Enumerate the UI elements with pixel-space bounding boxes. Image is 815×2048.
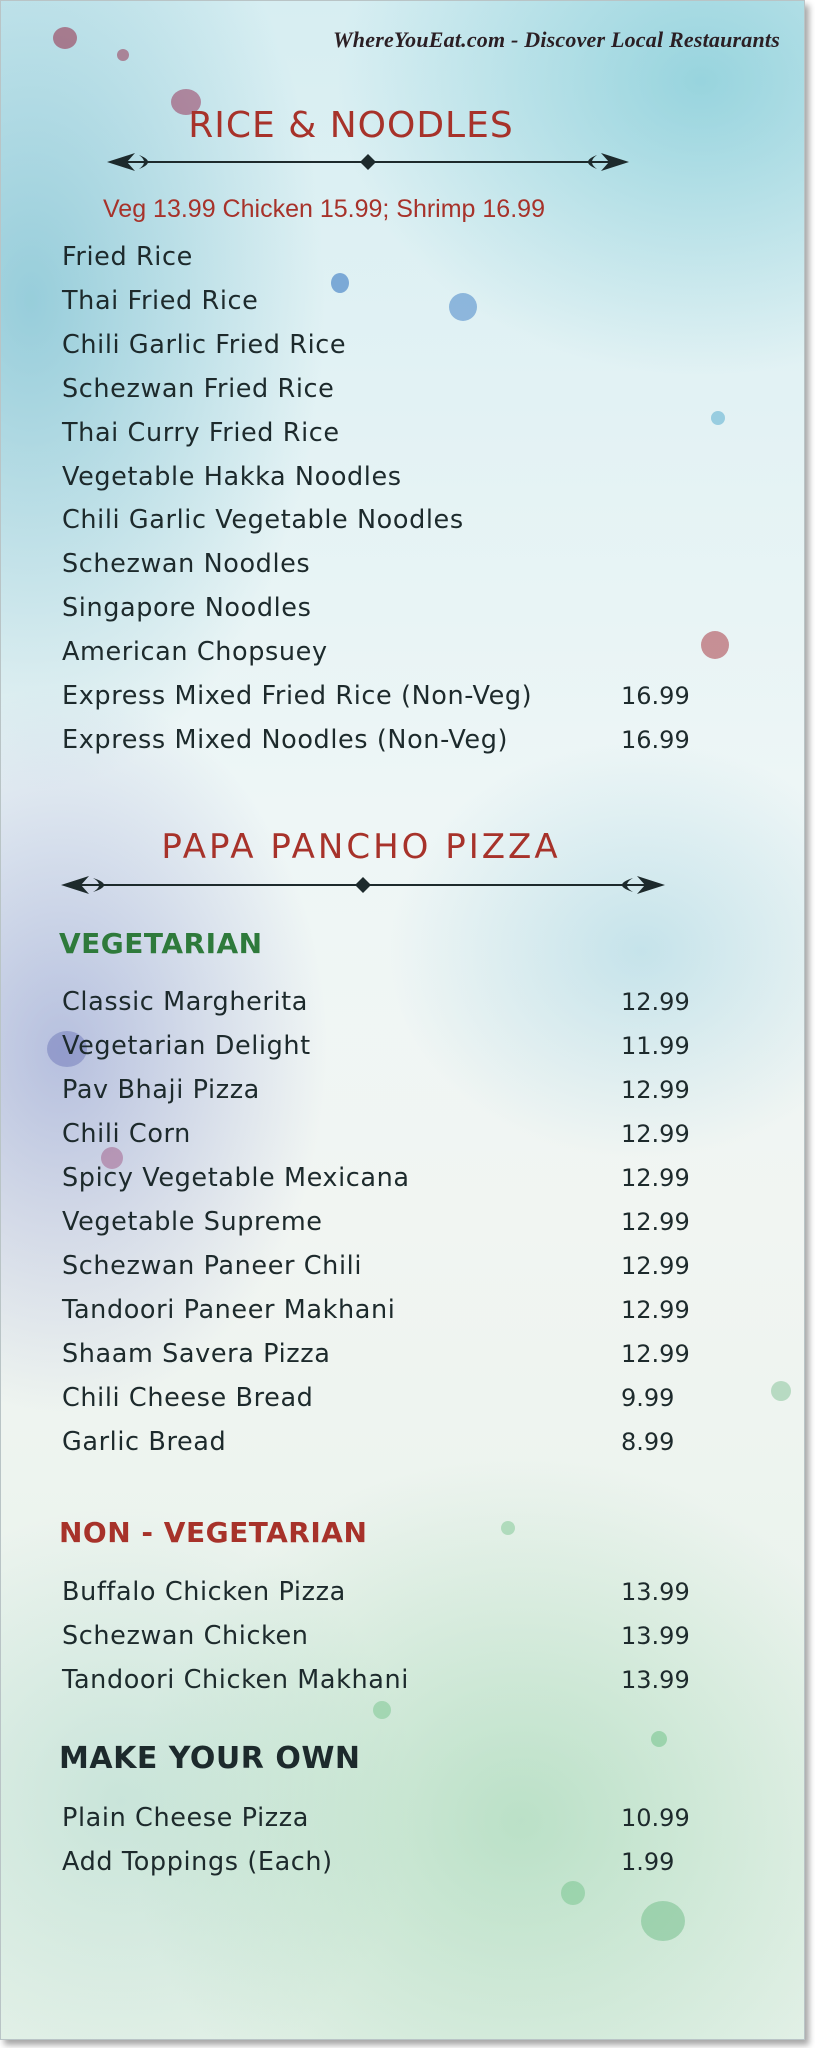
menu-item-name: Spicy Vegetable Mexicana <box>62 1163 410 1193</box>
menu-item-name: Express Mixed Fried Rice (Non-Veg) <box>62 681 533 711</box>
category-make-your-own: MAKE YOUR OWN <box>59 1741 361 1776</box>
menu-item-name: Shaam Savera Pizza <box>62 1339 331 1369</box>
paint-splatter <box>711 411 725 425</box>
menu-item-price: 12.99 <box>621 1076 690 1104</box>
menu-item-name: Schezwan Chicken <box>62 1621 309 1651</box>
ornamental-divider <box>105 149 631 175</box>
menu-item-price: 11.99 <box>621 1032 690 1060</box>
category-vegetarian: VEGETARIAN <box>59 927 263 960</box>
menu-item-name: Fried Rice <box>62 242 193 272</box>
menu-item-price: 9.99 <box>621 1384 675 1412</box>
menu-item-price: 10.99 <box>621 1804 690 1832</box>
section-title-pizza: PAPA PANCHO PIZZA <box>161 827 561 867</box>
menu-item-name: Garlic Bread <box>62 1427 227 1457</box>
paint-splatter <box>53 27 77 49</box>
menu-item-name: Chili Garlic Fried Rice <box>62 330 347 360</box>
menu-item-name: American Chopsuey <box>62 637 328 667</box>
menu-item-name: Express Mixed Noodles (Non-Veg) <box>62 725 509 755</box>
menu-item-price: 13.99 <box>621 1578 690 1606</box>
paint-splatter <box>373 1701 391 1719</box>
menu-item-name: Thai Curry Fried Rice <box>62 418 340 448</box>
menu-item-name: Tandoori Paneer Makhani <box>62 1295 396 1325</box>
menu-item-name: Singapore Noodles <box>62 593 312 623</box>
menu-item-name: Schezwan Noodles <box>62 549 311 579</box>
menu-item-price: 12.99 <box>621 1296 690 1324</box>
menu-item-name: Tandoori Chicken Makhani <box>62 1665 409 1695</box>
menu-item-price: 12.99 <box>621 1120 690 1148</box>
menu-item-price: 1.99 <box>621 1848 675 1876</box>
menu-item-name: Schezwan Fried Rice <box>62 374 335 404</box>
menu-item-name: Thai Fried Rice <box>62 286 259 316</box>
menu-item-name: Chili Corn <box>62 1119 191 1149</box>
menu-item-name: Chili Cheese Bread <box>62 1383 314 1413</box>
menu-item-name: Vegetarian Delight <box>62 1031 311 1061</box>
menu-item-price: 16.99 <box>621 682 690 710</box>
paint-splatter <box>117 49 129 61</box>
menu-item-name: Vegetable Hakka Noodles <box>62 462 402 492</box>
menu-item-name: Add Toppings (Each) <box>62 1847 333 1877</box>
paint-splatter <box>651 1731 667 1747</box>
menu-item-price: 13.99 <box>621 1622 690 1650</box>
menu-item-name: Schezwan Paneer Chili <box>62 1251 362 1281</box>
menu-item-price: 12.99 <box>621 1252 690 1280</box>
category-non-vegetarian: NON - VEGETARIAN <box>59 1516 368 1549</box>
menu-item-price: 12.99 <box>621 1340 690 1368</box>
paint-splatter <box>331 273 349 293</box>
menu-item-price: 13.99 <box>621 1666 690 1694</box>
menu-item-price: 12.99 <box>621 1164 690 1192</box>
paint-splatter <box>561 1881 585 1905</box>
paint-splatter <box>641 1901 685 1941</box>
menu-item-price: 12.99 <box>621 1208 690 1236</box>
ornamental-divider <box>59 872 667 898</box>
menu-item-name: Plain Cheese Pizza <box>62 1803 309 1833</box>
watermark: WhereYouEat.com - Discover Local Restaurants <box>333 27 780 52</box>
paint-splatter <box>449 293 477 321</box>
menu-item-name: Chili Garlic Vegetable Noodles <box>62 505 464 535</box>
paint-splatter <box>771 1381 791 1401</box>
menu-item-name: Vegetable Supreme <box>62 1207 323 1237</box>
menu-item-price: 12.99 <box>621 988 690 1016</box>
paint-splatter <box>501 1521 515 1535</box>
rice-noodles-pricing: Veg 13.99 Chicken 15.99; Shrimp 16.99 <box>103 195 545 223</box>
menu-item-name: Pav Bhaji Pizza <box>62 1075 260 1105</box>
menu-item-name: Buffalo Chicken Pizza <box>62 1577 346 1607</box>
section-title-rice-noodles: RICE & NOODLES <box>188 105 514 146</box>
menu-item-price: 8.99 <box>621 1428 675 1456</box>
paint-splatter <box>701 631 729 659</box>
menu-item-name: Classic Margherita <box>62 987 308 1017</box>
menu-item-price: 16.99 <box>621 726 690 754</box>
